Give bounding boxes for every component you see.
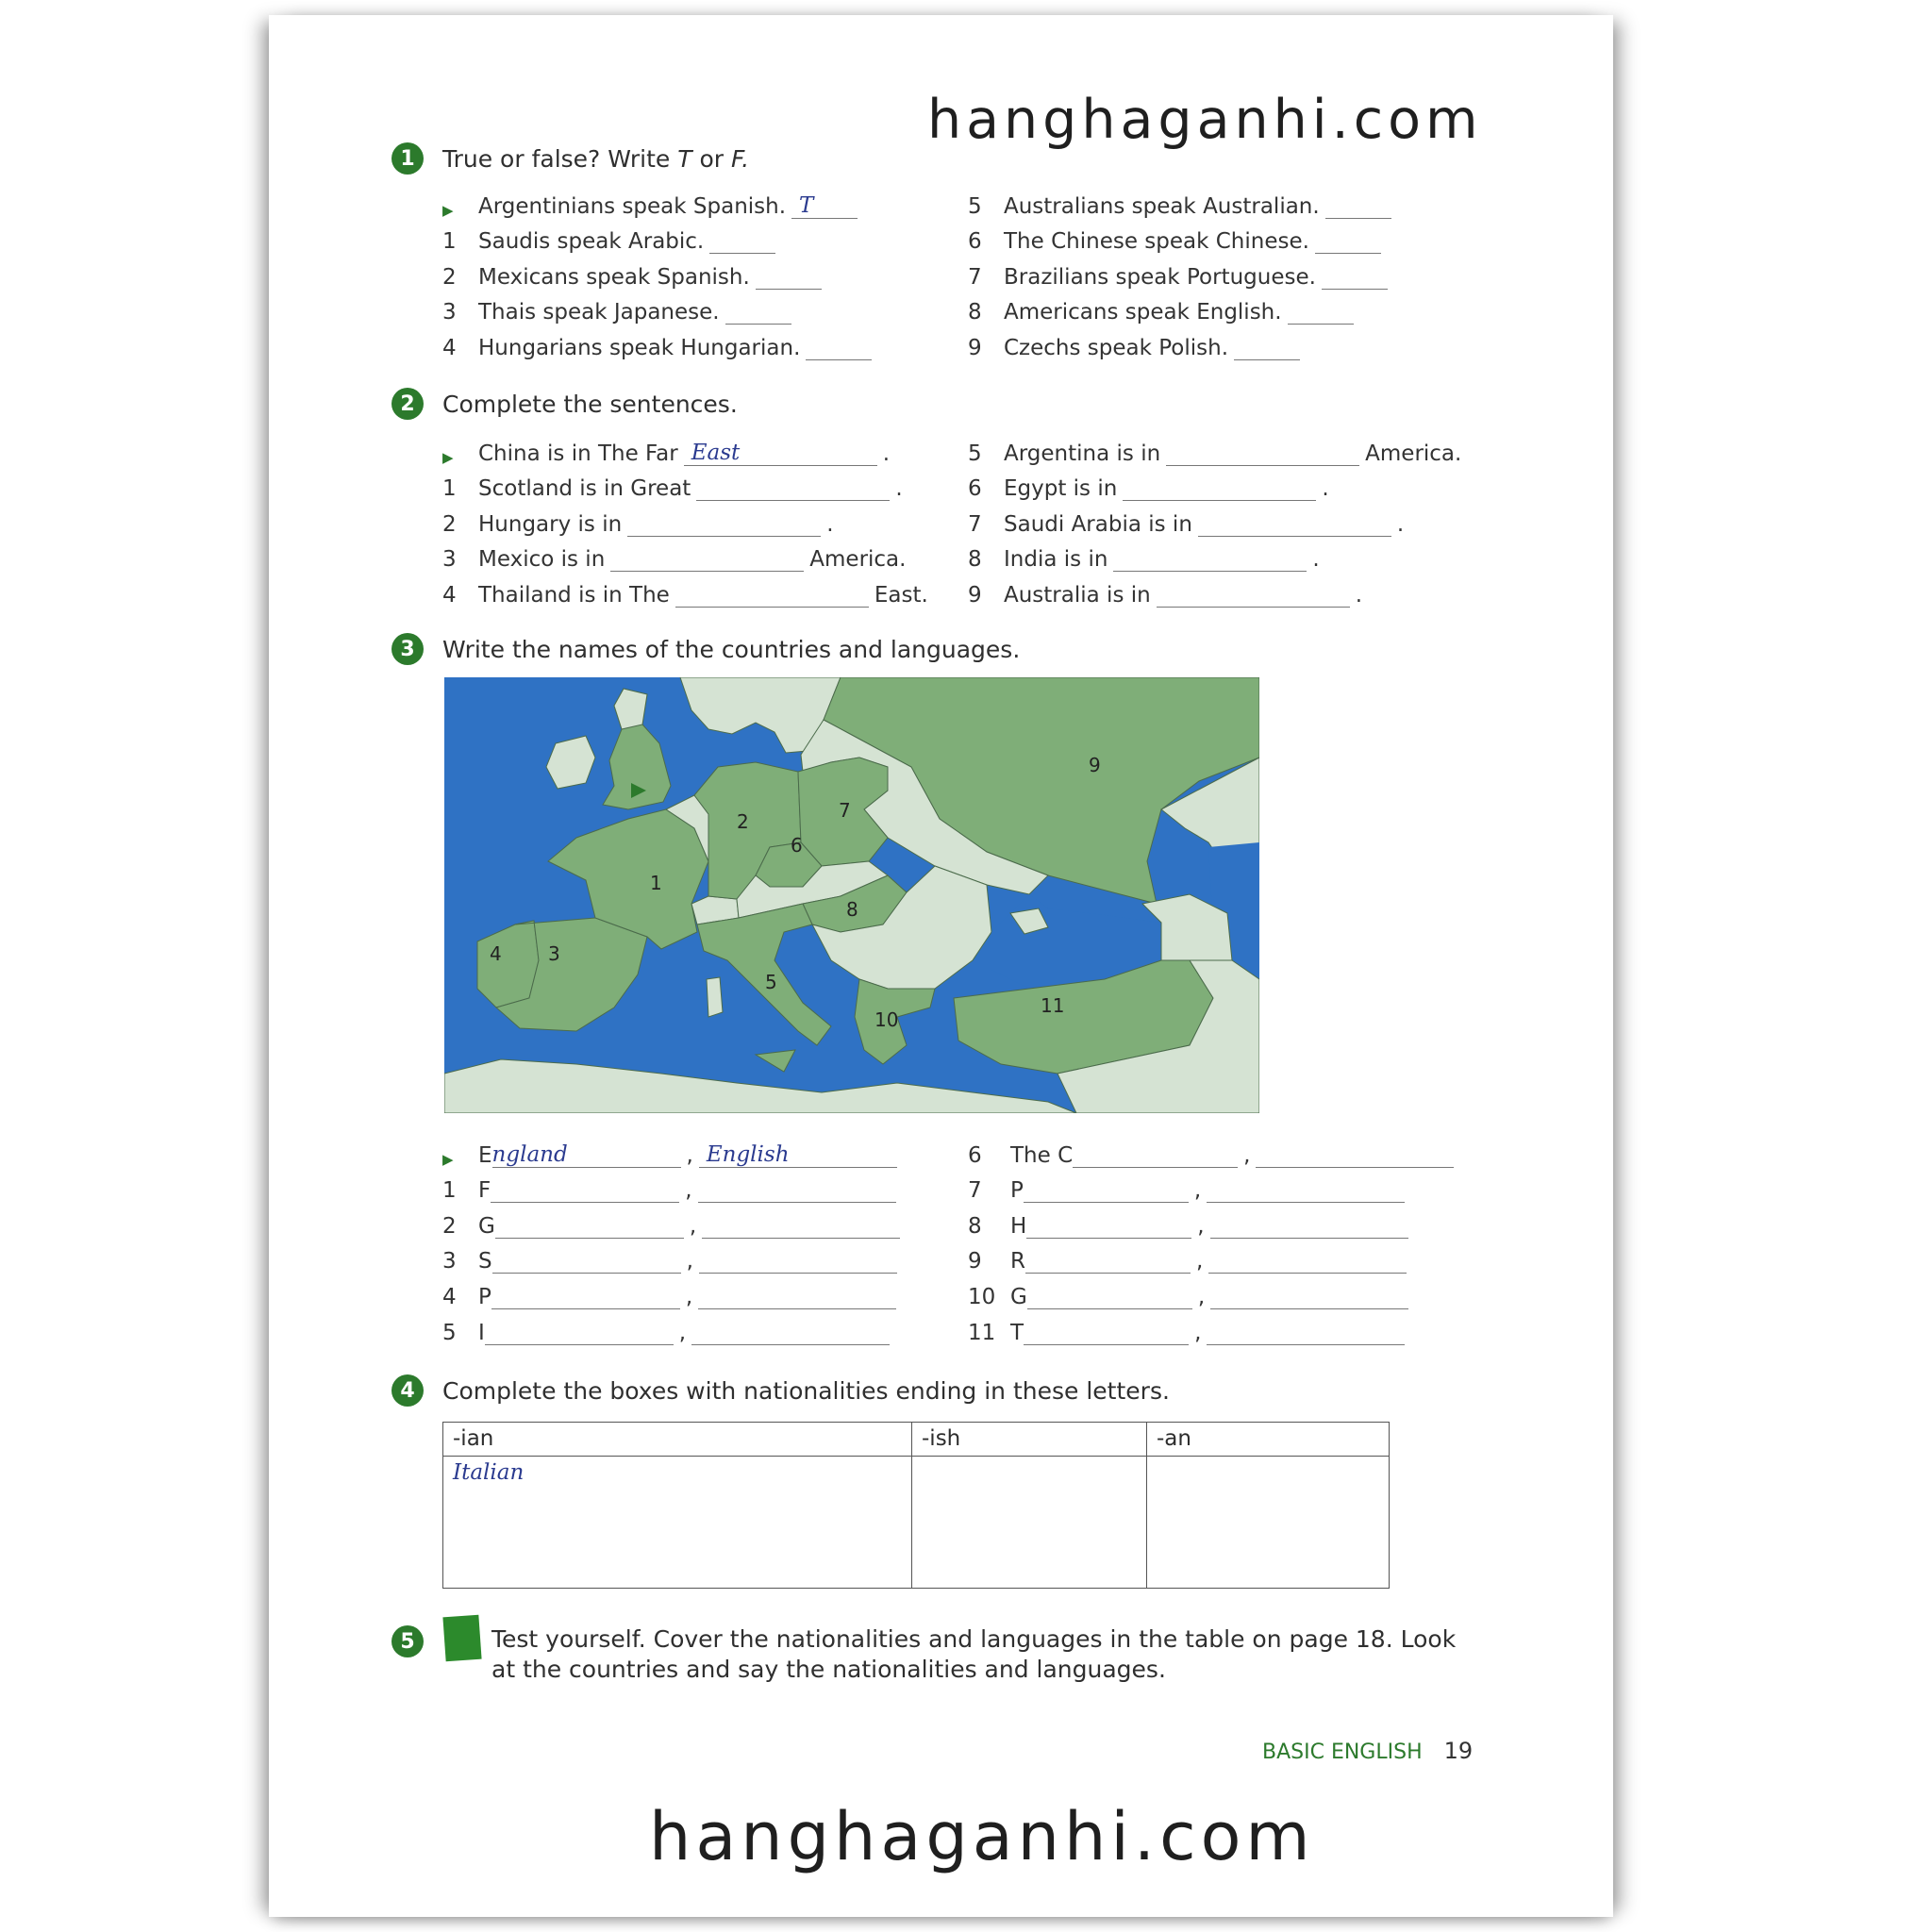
map-label: 9 <box>1089 754 1101 776</box>
exercise-number-badge: 1 <box>391 142 424 175</box>
map-label: 10 <box>874 1008 899 1031</box>
table-header: -an <box>1147 1423 1390 1457</box>
item-text: Hungarians speak Hungarian. <box>478 335 801 360</box>
item-letter: G <box>1010 1284 1027 1309</box>
item-text: The Chinese speak Chinese. <box>1004 229 1309 255</box>
comma: , <box>678 1320 687 1345</box>
item-text: . <box>895 476 903 502</box>
item-number: 5 <box>968 441 982 466</box>
exercise-1-instruction: True or false? Write T or F. <box>442 144 750 173</box>
item-letter: R <box>1010 1249 1025 1274</box>
item-number: 5 <box>442 1320 457 1345</box>
answer-blank[interactable] <box>791 192 858 219</box>
map-label: 2 <box>737 810 749 833</box>
item-text: . <box>882 441 891 466</box>
item-text: Mexico is in <box>478 547 606 573</box>
exercise-3-right-column <box>968 1132 1459 1345</box>
answer-blank[interactable] <box>491 1289 680 1309</box>
europe-map <box>444 677 1259 1113</box>
list-item <box>968 325 1397 360</box>
list-item <box>968 501 1461 537</box>
item-letter: S <box>478 1249 492 1274</box>
item-letter: H <box>1010 1213 1027 1239</box>
exercise-2-right-column <box>968 430 1461 608</box>
exercise-5-instruction <box>491 1624 1456 1685</box>
exercise-number-badge: 3 <box>391 633 424 665</box>
answer-blank[interactable] <box>1208 1253 1407 1274</box>
list-item <box>442 537 928 573</box>
list-item <box>442 501 928 537</box>
item-number: 6 <box>968 476 982 502</box>
list-item <box>968 290 1397 325</box>
comma: , <box>686 1142 693 1168</box>
answer-blank[interactable] <box>610 551 804 572</box>
handwritten-answer: T <box>799 192 814 218</box>
comma: , <box>1195 1249 1204 1274</box>
item-number: 1 <box>442 476 457 502</box>
answer-blank[interactable] <box>1026 1218 1191 1239</box>
list-item <box>442 254 877 290</box>
answer-blank[interactable] <box>1210 1289 1408 1309</box>
item-text: America. <box>809 547 907 573</box>
answer-blank[interactable] <box>1113 551 1307 572</box>
item-number: 8 <box>968 300 982 325</box>
answer-blank[interactable] <box>1025 1253 1191 1274</box>
item-number: 7 <box>968 511 982 537</box>
answer-blank[interactable] <box>627 516 821 537</box>
answer-blank[interactable] <box>696 480 890 501</box>
map-label: 3 <box>548 942 560 965</box>
item-text: America. <box>1365 441 1462 466</box>
item-number: 10 <box>968 1284 996 1309</box>
answer-blank[interactable] <box>1024 1182 1189 1203</box>
item-text: Scotland is in Great <box>478 476 691 502</box>
answer-blank[interactable] <box>1073 1147 1238 1168</box>
list-item <box>968 430 1461 466</box>
page-footer <box>1262 1738 1473 1764</box>
item-number: 9 <box>968 1249 982 1274</box>
handwritten-answer: Italian <box>453 1460 525 1485</box>
item-text: Egypt is in <box>1004 476 1118 502</box>
list-item <box>442 1309 906 1345</box>
answer-blank[interactable] <box>1322 269 1388 290</box>
table-cell[interactable] <box>1147 1457 1390 1589</box>
list-item <box>442 466 928 502</box>
exercise-3-left-column <box>442 1132 906 1345</box>
list-item <box>968 1239 1459 1274</box>
exercise-5-line: at the countries and say the nationalities and languages. <box>491 1656 1166 1683</box>
answer-blank[interactable] <box>1256 1147 1454 1168</box>
map-label: 11 <box>1041 994 1065 1017</box>
item-number: 4 <box>442 1284 457 1309</box>
exercise-5-line: Test yourself. Cover the nationalities and languages in the table on page 18. Look <box>491 1625 1457 1653</box>
cover-card-icon <box>442 1615 481 1662</box>
list-item <box>442 1132 906 1168</box>
item-text: East. <box>874 582 928 608</box>
map-label: 6 <box>791 834 803 857</box>
list-item <box>968 537 1461 573</box>
handwritten-answer: East <box>691 440 741 465</box>
item-letter: F <box>478 1178 491 1204</box>
list-item <box>968 1309 1459 1345</box>
handwritten-answer: English <box>706 1141 790 1167</box>
answer-blank[interactable] <box>1198 516 1391 537</box>
list-item <box>442 1274 906 1309</box>
answer-blank[interactable] <box>1024 1324 1189 1345</box>
comma: , <box>689 1213 697 1239</box>
item-text: Americans speak English. <box>1004 300 1282 325</box>
answer-blank[interactable] <box>1210 1218 1408 1239</box>
example-arrow-icon: ▶ <box>442 448 454 466</box>
item-letter: P <box>478 1284 491 1309</box>
item-number: 6 <box>968 1142 982 1168</box>
answer-blank[interactable] <box>725 304 791 325</box>
answer-blank[interactable] <box>1123 480 1316 501</box>
exercise-3-heading <box>391 633 1020 665</box>
list-item <box>968 466 1461 502</box>
answer-blank[interactable] <box>691 1324 890 1345</box>
list-item <box>968 572 1461 608</box>
item-number: 11 <box>968 1320 996 1345</box>
answer-blank[interactable] <box>806 340 872 360</box>
list-item <box>442 325 877 360</box>
answer-blank[interactable] <box>1157 587 1350 608</box>
exercise-2-left-column <box>442 430 928 608</box>
list-item <box>442 290 877 325</box>
list-item <box>968 1132 1459 1168</box>
answer-blank[interactable] <box>1325 198 1391 219</box>
comma: , <box>1197 1284 1206 1309</box>
item-text: . <box>826 511 834 537</box>
watermark-top: hanghaganhi.com <box>927 89 1483 151</box>
answer-blank[interactable] <box>756 269 822 290</box>
answer-blank[interactable] <box>491 1182 679 1203</box>
exercise-1-left-column <box>442 183 877 360</box>
exercise-5-heading <box>391 1625 442 1657</box>
item-text: Czechs speak Polish. <box>1004 335 1229 360</box>
answer-blank[interactable] <box>491 1141 681 1168</box>
item-letter: P <box>1010 1178 1024 1204</box>
page-number: 19 <box>1443 1738 1474 1764</box>
item-text: Hungary is in <box>478 511 623 537</box>
map-label: 8 <box>846 898 858 921</box>
exercise-1-right-column <box>968 183 1397 360</box>
book-title: BASIC ENGLISH <box>1262 1740 1423 1764</box>
answer-blank[interactable] <box>1027 1289 1192 1309</box>
item-number: 2 <box>442 264 457 290</box>
item-number: 8 <box>968 547 982 573</box>
item-letter: The C <box>1010 1142 1074 1168</box>
item-text: . <box>1312 547 1320 573</box>
list-item <box>968 254 1397 290</box>
answer-blank[interactable] <box>1207 1182 1405 1203</box>
list-item <box>442 430 928 466</box>
comma: , <box>1193 1178 1202 1204</box>
answer-blank[interactable] <box>675 587 869 608</box>
sardinia <box>707 977 723 1017</box>
example-arrow-icon: ▶ <box>442 201 454 219</box>
item-number: 3 <box>442 1249 457 1274</box>
exercise-number-badge: 5 <box>391 1625 424 1657</box>
comma: , <box>1197 1213 1205 1239</box>
item-text: Brazilians speak Portuguese. <box>1004 264 1316 290</box>
item-number: 2 <box>442 1213 457 1239</box>
list-item <box>442 183 877 219</box>
table-cell[interactable] <box>443 1457 912 1589</box>
answer-blank[interactable] <box>702 1218 900 1239</box>
table-cell[interactable] <box>912 1457 1147 1589</box>
answer-blank[interactable] <box>495 1218 684 1239</box>
map-label: 5 <box>765 971 777 993</box>
answer-blank[interactable] <box>698 1289 896 1309</box>
item-number: 5 <box>968 193 982 219</box>
item-letter: I <box>478 1320 485 1345</box>
item-text: . <box>1396 511 1405 537</box>
item-number: 9 <box>968 582 982 608</box>
map-label: 1 <box>650 872 662 894</box>
watermark-bottom: hanghaganhi.com <box>649 1798 1315 1875</box>
answer-blank[interactable] <box>1315 233 1381 254</box>
handwritten-answer: ngland <box>491 1141 568 1167</box>
exercise-3-instruction: Write the names of the countries and languages. <box>442 635 1021 663</box>
item-text: Saudis speak Arabic. <box>478 229 705 255</box>
item-number: 7 <box>968 1178 982 1204</box>
item-text: Argentinians speak Spanish. <box>478 193 787 219</box>
list-item <box>968 1168 1459 1204</box>
list-item <box>968 183 1397 219</box>
exercise-number-badge: 4 <box>391 1374 424 1407</box>
item-number: 6 <box>968 229 982 255</box>
item-number: 1 <box>442 1178 457 1204</box>
comma: , <box>685 1284 693 1309</box>
item-number: 2 <box>442 511 457 537</box>
item-number: 8 <box>968 1213 982 1239</box>
list-item <box>442 219 877 255</box>
comma: , <box>685 1178 692 1204</box>
item-text: Saudi Arabia is in <box>1004 511 1192 537</box>
item-text: China is in The Far <box>478 441 678 466</box>
list-item <box>968 219 1397 255</box>
answer-blank[interactable] <box>699 1141 897 1168</box>
map-label: 4 <box>490 942 502 965</box>
nationality-table <box>442 1422 1390 1589</box>
answer-blank[interactable] <box>1166 445 1359 466</box>
answer-blank[interactable] <box>1207 1324 1405 1345</box>
map-label: 7 <box>839 799 851 822</box>
exercise-2-heading <box>391 388 738 420</box>
comma: , <box>686 1249 693 1274</box>
item-text: . <box>1355 582 1363 608</box>
exercise-1-heading <box>391 142 749 175</box>
item-number: 1 <box>442 229 457 255</box>
item-number: 4 <box>442 582 457 608</box>
comma: , <box>1243 1142 1251 1168</box>
item-number: 7 <box>968 264 982 290</box>
list-item <box>442 572 928 608</box>
item-text: Thais speak Japanese. <box>478 300 720 325</box>
exercise-4-heading <box>391 1374 1170 1407</box>
table-header: -ish <box>912 1423 1147 1457</box>
item-text: India is in <box>1004 547 1108 573</box>
item-text: . <box>1322 476 1329 502</box>
item-number: 4 <box>442 335 457 360</box>
exercise-2-instruction: Complete the sentences. <box>442 390 738 418</box>
answer-blank[interactable] <box>709 233 775 254</box>
answer-blank[interactable] <box>485 1324 674 1345</box>
answer-blank[interactable] <box>699 1253 897 1274</box>
list-item <box>968 1274 1459 1309</box>
answer-blank[interactable] <box>492 1253 681 1274</box>
item-letter: G <box>478 1213 495 1239</box>
list-item <box>442 1239 906 1274</box>
item-number: 3 <box>442 300 457 325</box>
item-text: Argentina is in <box>1004 441 1161 466</box>
answer-blank[interactable] <box>684 440 877 466</box>
exercise-number-badge: 2 <box>391 388 424 420</box>
item-number: 3 <box>442 547 457 573</box>
item-text: Australia is in <box>1004 582 1151 608</box>
answer-blank[interactable] <box>698 1182 896 1203</box>
answer-blank[interactable] <box>1234 340 1300 360</box>
answer-blank[interactable] <box>1288 304 1354 325</box>
comma: , <box>1194 1320 1202 1345</box>
item-text: Australians speak Australian. <box>1004 193 1320 219</box>
list-item <box>968 1203 1459 1239</box>
list-item <box>442 1168 906 1204</box>
item-letter: E <box>478 1142 492 1168</box>
item-number: 9 <box>968 335 982 360</box>
item-text: Mexicans speak Spanish. <box>478 264 750 290</box>
item-text: Thailand is in The <box>478 582 670 608</box>
exercise-4-instruction: Complete the boxes with nationalities ending in these letters. <box>442 1376 1170 1405</box>
list-item <box>442 1203 906 1239</box>
table-header: -ian <box>443 1423 912 1457</box>
example-arrow-icon: ▶ <box>442 1150 454 1168</box>
item-letter: T <box>1010 1320 1024 1345</box>
